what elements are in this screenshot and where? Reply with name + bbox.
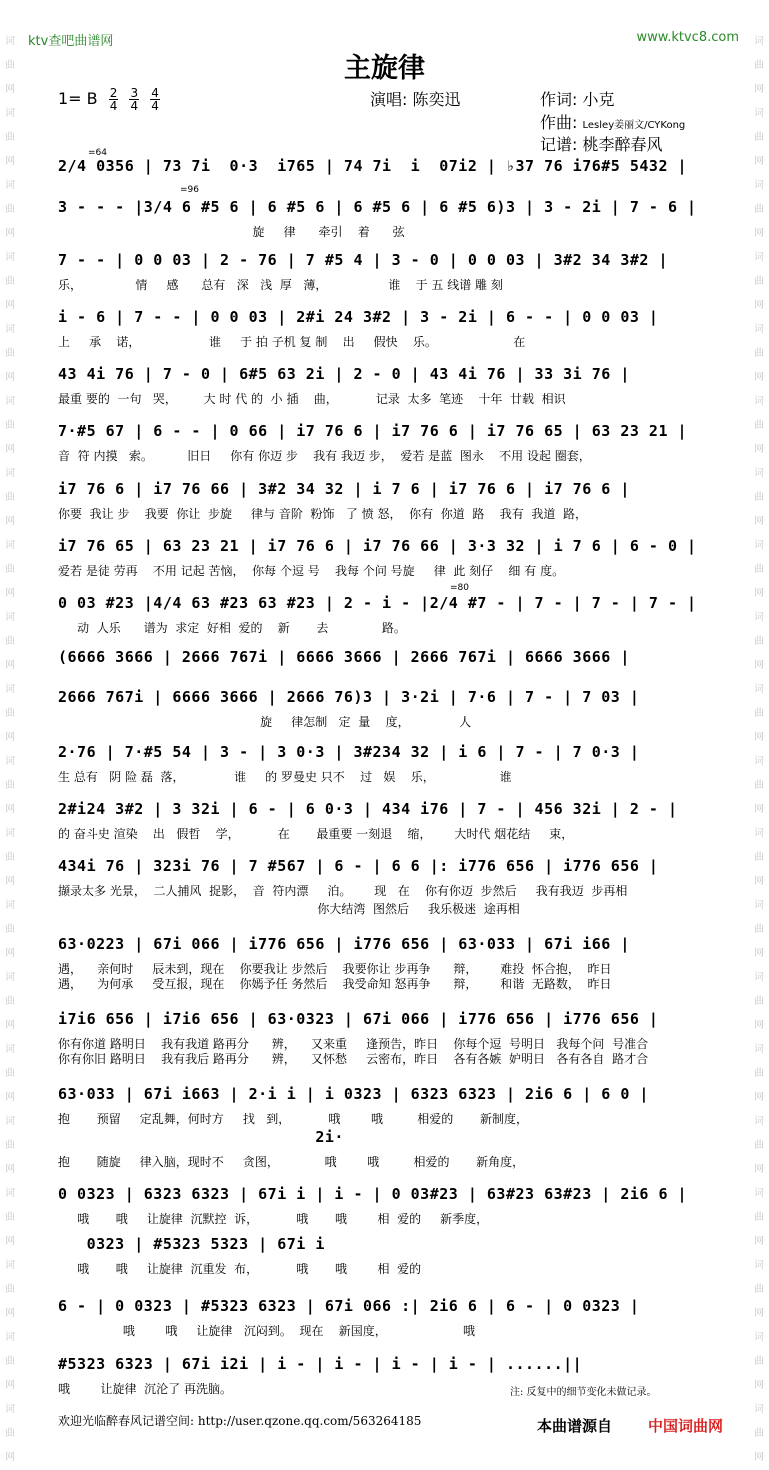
source-label: 本曲谱源自 [537,1417,613,1435]
lyric-line: 旋 律怎制 定 量 度， 人 [58,715,472,729]
time-signature: $\frac{3}{4}$ [130,86,139,113]
notation-line: i7i6 656 | i7i6 656 | 63·0323 | 67i 066 | i776 656 | i776 656 | [58,1010,659,1028]
notation-line: 0 0323 | 6323 6323 | 67i i | i - | 0 03#23 | 63#23 63#23 | 2i6 6 | [58,1185,688,1203]
lyric-line: 上 承 诺， 谁 于 拍 子机 复 制 出 假快 乐。 在 [58,335,526,349]
notation-line: 0 03 #23 |4/4 63 #23 63 #23 | 2 - i - |2/4 #7 - | 7 - | 7 - | 7 - | [58,594,697,612]
notation-line: 63·0223 | 67i 066 | i776 656 | i776 656 | 63·033 | 67i i66 | [58,935,630,953]
transcriber: 记谱: 桃李醉春风 [540,135,663,154]
notation-line: i7 76 6 | i7 76 66 | 3#2 34 32 | i 7 6 | i7 76 6 | i7 76 6 | [58,480,630,498]
footer-link: 欢迎光临醉春风记谱空间: http://user.qzone.qq.com/563264185 [58,1414,422,1428]
notation-line: (6666 3666 | 2666 767i | 6666 3666 | 2666 767i | 6666 3666 | [58,648,630,666]
watermark-right: www.ktvc8.com [636,30,739,45]
lyric-line: 乐， 情 感 总有 深 浅 厚 薄， 谁 于 五 线谱 雕 刻 [58,278,503,292]
notation-line: 3 - - - |3/4 6 #5 6 | 6 #5 6 | 6 #5 6 | 6 #5 6)3 | 3 - 2i | 7 - 6 | [58,198,697,216]
lyric-line: 的 奋斗史 渲染 出 假哲 学， 在 最重要 一刻退 缩， 大时代 烟花结 束， [58,827,574,841]
lyric-line: 音 符 内摸 索。 旧日 你有 你迈 步 我有 我迈 步， 爱若 是蓝 图永 不用 设起 圈套， [58,449,591,463]
notation-line: i7 76 65 | 63 23 21 | i7 76 6 | i7 76 66 | 3·3 32 | i 7 6 | 6 - 0 | [58,537,697,555]
notation-line: 7 - - | 0 0 03 | 2 - 76 | 7 #5 4 | 3 - 0 | 0 0 03 | 3#2 34 3#2 | [58,251,668,269]
brand-name: 中国词曲网 [648,1417,724,1435]
notation-line: 7·#5 67 | 6 - - | 0 66 | i7 76 6 | i7 76 6 | i7 76 65 | 63 23 21 | [58,422,688,440]
notation-line: 2·76 | 7·#5 54 | 3 - | 3 0·3 | 3#234 32 | i 6 | 7 - | 7 0·3 | [58,743,640,761]
key-label: 1= B [58,89,98,108]
notation-line: 63·033 | 67i i663 | 2·i i | i 0323 | 6323 6323 | 2i6 6 | 6 0 | [58,1085,649,1103]
side-watermark-right: 词曲网词曲网词曲网词曲网词曲网词曲网词曲网词曲网词曲网词曲网词曲网词曲网词曲网词曲网词曲网词曲网词曲网词曲网词曲网词曲网 [754,36,764,1463]
composer-name: Lesley姜丽文/CYKong [582,120,686,131]
lyric-line: 遇， 亲何时 辰未到，现在 你要我让 步然后 我要你让 步再争 辩， 难投 怀合抱， 昨日 [58,962,612,976]
song-title: 主旋律 [344,53,425,84]
lyric-line: 哦 让旋律 沉沦了 再洗脑。 [58,1382,232,1396]
notation-line: 2#i24 3#2 | 3 32i | 6 - | 6 0·3 | 434 i76 | 7 - | 456 32i | 2 - | [58,800,678,818]
lyric-line: 爱若 是徒 劳再 不用 记起 苦恼， 你每 个逗 号 我每 个问 号旋 律 此 刻仔 细 有 度。 [58,564,565,578]
lyric-line: 生 总有 阴 险 磊 落， 谁 的 罗曼史 只不 过 娱 乐， 谁 [58,770,512,784]
notation-line: 6 - | 0 0323 | #5323 6323 | 67i 066 :| 2i6 6 | 6 - | 0 0323 | [58,1297,640,1315]
lyric-line: 你大结湾 图然后 我乐极迷 途再相 [58,902,520,916]
lyric-line: 你有你道 路明日 我有我道 路再分 辨， 又来重 逢预告，昨日 你每个逗 号明日 我每个问 号准合 [58,1037,649,1051]
lyric-line: 哦 哦 让旋律 沉默控 诉， 哦 哦 相 爱的 新季度， [58,1212,489,1226]
time-signature: $\frac{4}{4}$ [151,86,159,113]
notation-line: 2666 767i | 6666 3666 | 2666 76)3 | 3·2i | 7·6 | 7 - | 7 03 | [58,688,640,706]
notation-line: 2i· [58,1128,344,1146]
lyricist: 作词: 小克 [540,90,615,109]
transcription-note: 注: 反复中的细节变化未做记录。 [510,1387,657,1398]
lyric-line: 抱 预留 定乱舞，何时方 找 到， 哦 哦 相爱的 新制度， [58,1112,528,1126]
notation-line: 2/4 0356 | 73 7i 0·3 i765 | 74 7i i 07i2 | ♭37 76 i76#5 5432 | [58,157,688,175]
lyric-line: 撷录太多 光景， 二人捕风 捉影， 音 符内漂 泊。 现 在 你有你迈 步然后 我有我迈 步再相 [58,884,628,898]
tempo-mark: =80 [450,583,469,593]
notation-line: i - 6 | 7 - - | 0 0 03 | 2#i 24 3#2 | 3 - 2i | 6 - - | 0 0 03 | [58,308,659,326]
lyric-line: 你有你旧 路明日 我有我后 路再分 辨， 又怀愁 云密布，昨日 各有各嫉 妒明日 各有各自 路才合 [58,1052,649,1066]
lyric-line: 动 人乐 谱为 求定 好相 爱的 新 去 路。 [58,621,406,635]
time-signature: $\frac{2}{4}$ [109,86,118,113]
notation-line: 0323 | #5323 5323 | 67i i [58,1235,325,1253]
notation-line: #5323 6323 | 67i i2i | i - | i - | i - | i - | ......|| [58,1355,583,1373]
lyric-line: 哦 哦 让旋律 沉重发 布， 哦 哦 相 爱的 [58,1262,422,1276]
watermark-left: ktv查吧曲谱网 [28,34,114,49]
lyric-line: 你要 我让 步 我要 你让 步旋 律与 音阶 粉饰 了 愤 怒， 你有 你道 路 我有 我道 路， [58,507,587,521]
lyric-line: 抱 随旋 律入脑，现时不 贪图， 哦 哦 相爱的 新角度， [58,1155,525,1169]
side-watermark-left: 词曲网词曲网词曲网词曲网词曲网词曲网词曲网词曲网词曲网词曲网词曲网词曲网词曲网词曲网词曲网词曲网词曲网词曲网词曲网词曲网 [5,36,15,1463]
composer: 作曲: Lesley姜丽文/CYKong [540,113,686,132]
tempo-mark: =64 [88,148,107,158]
lyric-line: 旋 律 牵引 着 弦 [58,225,405,239]
lyric-line: 最重 要的 一句 哭， 大 时 代 的 小 插 曲， 记录 太多 笔迹 十年 廿载 相识 [58,392,566,406]
lyric-line: 遇， 为何承 受互报，现在 你嫣予任 务然后 我受命知 怒再争 辩， 和谐 无路数， 昨日 [58,977,612,991]
performer: 演唱: 陈奕迅 [370,90,461,109]
lyric-line: 哦 哦 让旋律 沉闷到。 现在 新国度， 哦 [58,1324,476,1338]
notation-line: 434i 76 | 323i 76 | 7 #567 | 6 - | 6 6 |: i776 656 | i776 656 | [58,857,659,875]
notation-line: 43 4i 76 | 7 - 0 | 6#5 63 2i | 2 - 0 | 43 4i 76 | 33 3i 76 | [58,365,630,383]
tempo-mark: =96 [180,185,199,195]
key-signature [58,87,160,112]
